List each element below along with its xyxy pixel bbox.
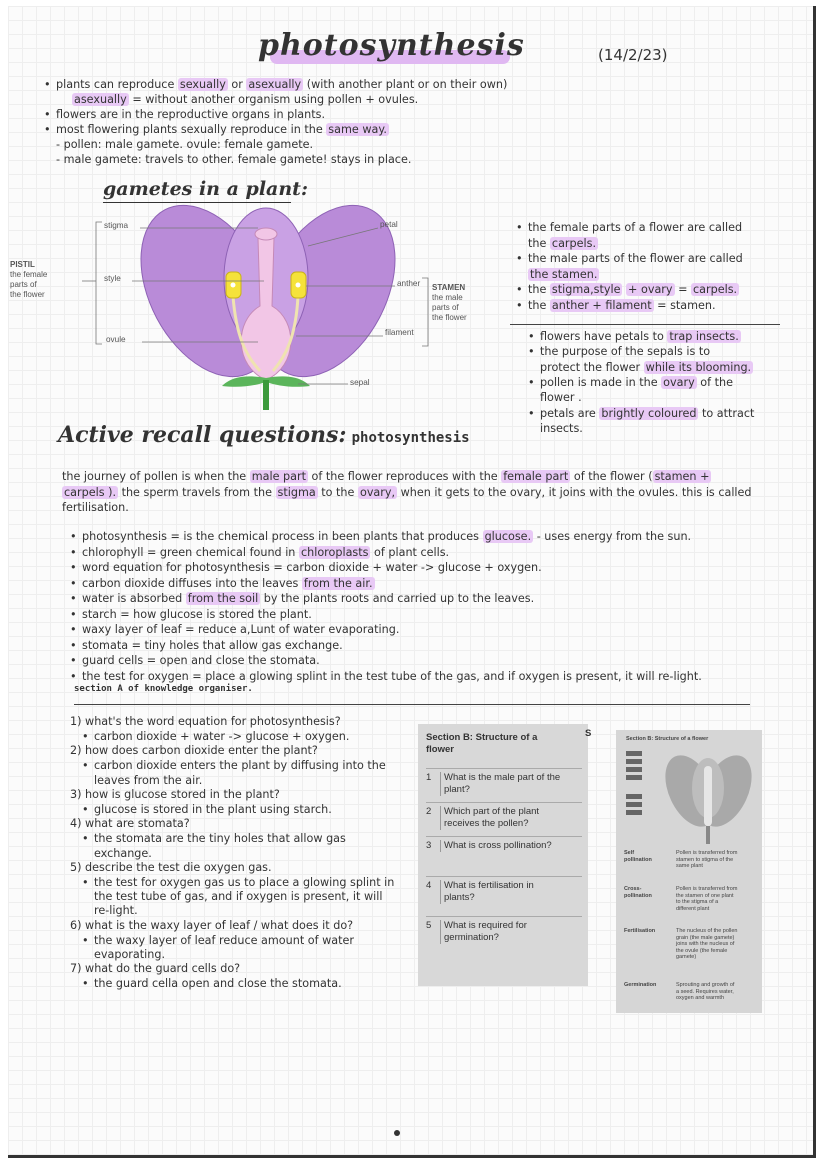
highlighted-text: male part	[251, 470, 306, 483]
answer-text: • carbon dioxide + water -> glucose + oxygen.	[94, 729, 349, 744]
active-recall-heading	[58, 422, 470, 448]
question-text-box	[440, 772, 582, 796]
highlighted-text: asexually	[248, 78, 302, 91]
question-line: germination?	[444, 932, 499, 943]
definition-line: stamen to stigma of the	[676, 856, 734, 863]
style-label: style	[104, 274, 121, 283]
question-line: Which part of the plant	[444, 806, 540, 817]
highlighted-text: stigma	[277, 485, 316, 499]
fact-line: • word equation for photosynthesis = carbon dioxide + water -> glucose + oxygen.	[82, 560, 542, 575]
stamen-line: the male	[432, 293, 463, 302]
answer-text: • the stomata are the tiny holes that allow gas	[94, 831, 346, 846]
answer-text: • the waxy layer of leaf reduce amount of water	[94, 933, 354, 948]
section-b-question	[426, 920, 582, 944]
highlighted-text: chloroplasts	[300, 545, 369, 559]
highlighted-text: anther + filament	[551, 298, 652, 312]
question-number: 1	[426, 772, 432, 783]
pistil-title: PISTIL	[10, 260, 35, 269]
knowledge-term: Germination	[624, 982, 657, 988]
pistil-line: the female	[10, 270, 48, 279]
page-title: photosynthesis	[258, 28, 525, 63]
flower-note-line: • petals are brightly coloured to attract	[540, 406, 754, 421]
notebook-page	[8, 6, 816, 1158]
highlighted-text: sexually	[179, 78, 226, 91]
filament-label: filament	[385, 328, 414, 337]
carpels-note-line: • the anther + filament = stamen.	[528, 298, 716, 313]
highlighted-text: stigma,style	[551, 283, 621, 296]
stamen-caption	[432, 283, 467, 323]
carpels-note-line: • the male parts of the flower are called	[528, 251, 743, 266]
question-text: 6) what is the waxy layer of leaf / what does it do?	[70, 918, 354, 932]
question-number: 4	[426, 880, 432, 891]
page-dot	[394, 1130, 400, 1136]
answer-text: • carbon dioxide enters the plant by diffusing into the	[94, 758, 386, 773]
highlighted-text: asexually	[74, 93, 127, 106]
fact-line: • carbon dioxide diffuses into the leaves from the air.	[82, 576, 375, 591]
knowledge-term: Self pollination	[624, 850, 652, 863]
question-line: What is fertilisation in	[444, 880, 534, 891]
definition-line: a seed. Requires water,	[676, 988, 734, 995]
question-divider	[426, 876, 582, 877]
definition-line: joins with the nucleus of	[676, 941, 735, 947]
knowledge-definition	[676, 982, 758, 1002]
knowledge-definition	[676, 928, 758, 961]
question-divider	[426, 768, 582, 769]
intro-line: • plants can reproduce sexually or asexually (with another plant or on their own)	[56, 77, 507, 92]
fact-line: • waxy layer of leaf = reduce a,Lunt of water evaporating.	[82, 622, 399, 637]
question-line: What is cross pollination?	[444, 840, 552, 851]
question-text-box	[440, 920, 582, 944]
section-b-side-letter: S	[585, 728, 592, 739]
answer-text: exchange.	[94, 846, 152, 860]
stamen-line: parts of	[432, 303, 459, 312]
gametes-heading: gametes in a plant:	[103, 178, 308, 200]
petal-label: petal	[380, 220, 398, 229]
section-b-question	[426, 772, 582, 796]
pistil-line: the flower	[10, 290, 45, 299]
intro-line: • flowers are in the reproductive organs in plants.	[56, 107, 325, 122]
question-text-box	[440, 840, 582, 852]
highlighted-text: glucose.	[484, 530, 532, 543]
question-text: 2) how does carbon dioxide enter the plant?	[70, 744, 318, 758]
journey-line: carpels ). the sperm travels from the stigma to the ovary, when it gets to the ovary, it joins with the ovules. this is called	[64, 485, 752, 499]
answer-text: leaves from the air.	[94, 773, 203, 787]
definition-line: gamete)	[676, 954, 697, 960]
stamen-title: STAMEN	[432, 283, 466, 292]
answer-text: the test tube of gas, and if oxygen is present, it will	[94, 890, 383, 904]
section-b-title-line: Section B: Structure of a	[426, 732, 538, 743]
highlighted-text: while its blooming.	[645, 360, 752, 374]
answer-text: • the test for oxygen gas us to place a glowing splint in	[94, 875, 394, 890]
highlighted-text: the stamen.	[530, 267, 598, 281]
intro-line: asexually = without another organism using pollen + ovules.	[74, 93, 419, 106]
answer-text: • the guard cella open and close the stomata.	[94, 976, 342, 991]
page-date: (14/2/23)	[598, 46, 668, 64]
highlighted-text: carpels.	[551, 236, 597, 250]
journey-line: fertilisation.	[62, 501, 129, 514]
definition-line: Sprouting and growth of	[676, 982, 735, 988]
section-a-label: section A of knowledge organiser.	[74, 684, 253, 694]
definition-line: Pollen is transferred from	[676, 850, 738, 856]
question-text: 7) what do the guard cells do?	[70, 962, 241, 976]
question-divider	[426, 802, 582, 803]
knowledge-definition	[676, 850, 758, 870]
definition-line: to the stigma of a	[676, 899, 719, 905]
highlighted-text: trap insects.	[669, 330, 739, 343]
knowledge-card-photo	[616, 730, 762, 1013]
fact-line: • guard cells = open and close the stomata.	[82, 653, 320, 668]
ovule-label: ovule	[106, 335, 126, 344]
highlighted-text: ovary	[663, 375, 695, 389]
answer-text: evaporating.	[94, 948, 166, 961]
question-number: 2	[426, 806, 432, 817]
knowledge-term: Cross-pollination	[624, 886, 652, 899]
question-divider	[426, 836, 582, 837]
intro-line: - pollen: male gamete. ovule: female gamete.	[56, 138, 314, 151]
highlighted-text: from the soil	[187, 592, 259, 605]
section-b-question	[426, 880, 582, 904]
definition-line: The nucleus of the pollen	[676, 928, 738, 934]
carpels-note-line: • the female parts of a flower are called	[528, 220, 742, 235]
answer-text: • glucose is stored in the plant using starch.	[94, 802, 332, 817]
question-line: plant?	[444, 784, 470, 795]
question-line: What is the male part of the	[444, 772, 561, 783]
highlighted-text: carpels.	[693, 283, 738, 296]
fact-line: • stomata = tiny holes that allow gas exchange.	[82, 638, 343, 653]
fact-line: • starch = how glucose is stored the plant.	[82, 607, 312, 622]
definition-line: different plant	[676, 905, 710, 912]
section-b-title	[426, 732, 537, 756]
question-text: 3) how is glucose stored in the plant?	[70, 787, 280, 801]
question-text-box	[440, 806, 582, 830]
knowledge-definition	[676, 886, 758, 912]
active-recall-subject: photosynthesis	[351, 430, 470, 446]
flower-note-line: • the purpose of the sepals is to	[540, 344, 710, 359]
intro-line: • most flowering plants sexually reproduce in the same way.	[56, 122, 389, 137]
question-text: 4) what are stomata?	[70, 817, 190, 831]
intro-line: - male gamete: travels to other. female gamete! stays in place.	[56, 153, 412, 166]
flower-note-line: • pollen is made in the ovary of the	[540, 375, 733, 390]
journey-line: the journey of pollen is when the male part of the flower reproduces with the female part of the flower ( stamen +	[62, 470, 710, 483]
highlighted-text: stamen +	[654, 470, 710, 483]
section-b-question	[426, 840, 582, 852]
carpels-note-line: the carpels.	[528, 236, 597, 250]
carpels-note-line: • the stigma,style + ovary = carpels.	[528, 282, 739, 297]
highlighted-text: from the air.	[303, 576, 373, 590]
question-line: What is required for	[444, 920, 527, 931]
flower-note-line: insects.	[540, 421, 583, 435]
pistil-caption	[10, 260, 47, 300]
flower-note-line: • flowers have petals to trap insects.	[540, 329, 741, 344]
definition-line: oxygen and warmth	[676, 995, 724, 1001]
sepal-label: sepal	[350, 378, 370, 387]
highlighted-text: same way.	[328, 123, 387, 136]
definition-line: same plant	[676, 863, 703, 869]
anther-label: anther	[397, 279, 421, 288]
flower-note-line: flower .	[540, 391, 582, 405]
fact-line: • the test for oxygen = place a glowing splint in the test tube of the gas, and if oxygen is present, it will re-light.	[82, 669, 702, 684]
question-divider	[426, 916, 582, 917]
section-b-title-line: flower	[426, 744, 454, 755]
definition-line: Pollen is transferred from	[676, 886, 738, 892]
flower-note-line: protect the flower while its blooming.	[540, 360, 752, 374]
definition-line: grain (the male gamete)	[676, 934, 735, 941]
knowledge-card-flower	[656, 746, 756, 846]
section-divider	[74, 704, 750, 705]
highlighted-text: female part	[503, 470, 569, 483]
answer-text: re-light.	[94, 904, 138, 918]
highlighted-text: carpels ).	[64, 485, 117, 499]
section-b-card	[418, 724, 588, 986]
highlighted-text: brightly coloured	[601, 406, 697, 420]
knowledge-term: Fertilisation	[624, 928, 656, 934]
question-number: 3	[426, 840, 432, 851]
question-line: plants?	[444, 892, 475, 903]
definition-line: the ovule (the female	[676, 947, 728, 954]
carpels-note-line	[528, 267, 599, 282]
notes-divider	[510, 324, 780, 325]
section-b-question	[426, 806, 582, 830]
stigma-label: stigma	[104, 221, 129, 230]
pistil-line: parts of	[10, 280, 37, 289]
question-text: 5) describe the test die oxygen gas.	[70, 860, 272, 874]
knowledge-card-labels	[626, 748, 648, 848]
question-text-box	[440, 880, 582, 904]
question-number: 5	[426, 920, 432, 931]
fact-line: • chlorophyll = green chemical found in chloroplasts of plant cells.	[82, 545, 449, 560]
question-line: receives the pollen?	[444, 818, 529, 829]
active-recall-title: Active recall questions:	[58, 422, 347, 448]
highlighted-text: ovary,	[359, 485, 396, 499]
question-text: 1) what's the word equation for photosynthesis?	[70, 715, 341, 728]
fact-line: • photosynthesis = is the chemical process in been plants that produces glucose. - uses energy from the sun.	[82, 529, 691, 544]
knowledge-card-title: Section B: Structure of a flower	[626, 736, 709, 742]
fact-line: • water is absorbed from the soil by the plants roots and carried up to the leaves.	[82, 591, 534, 606]
definition-line: the stamen of one plant	[676, 892, 734, 899]
stamen-line: the flower	[432, 313, 467, 322]
highlighted-text: + ovary	[628, 283, 673, 296]
